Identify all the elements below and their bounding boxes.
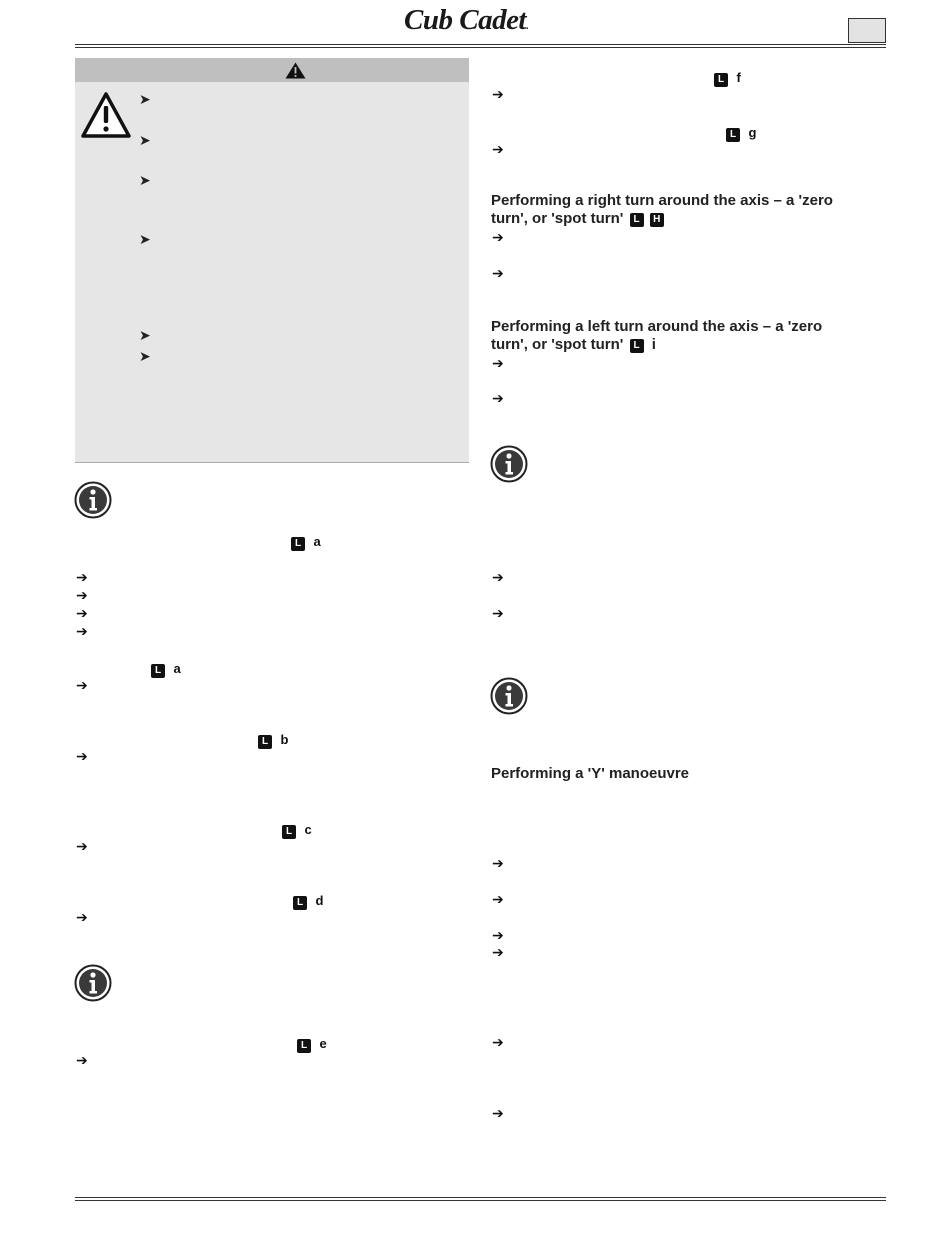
arrow-right-icon: ➔ bbox=[76, 1052, 88, 1068]
chevron-right-icon: ➤ bbox=[139, 91, 151, 107]
heading-right-turn bbox=[491, 192, 891, 228]
heading-line: Performing a right turn around the axis – a 'zero bbox=[491, 192, 833, 209]
figure-badge-l: L bbox=[714, 73, 728, 87]
figure-ref-g bbox=[726, 124, 756, 142]
page-number-box bbox=[848, 18, 886, 43]
arrow-right-icon: ➔ bbox=[76, 838, 88, 854]
chevron-right-icon: ➤ bbox=[139, 348, 151, 364]
figure-badge-l: L bbox=[151, 664, 165, 678]
info-icon bbox=[74, 964, 112, 1002]
figure-ref-a bbox=[151, 660, 181, 678]
figure-ref-letter: g bbox=[748, 125, 757, 140]
arrow-right-icon: ➔ bbox=[492, 569, 504, 585]
chevron-right-icon: ➤ bbox=[139, 172, 151, 188]
arrow-right-icon: ➔ bbox=[492, 927, 504, 943]
figure-badge-h: H bbox=[650, 213, 664, 227]
arrow-right-icon: ➔ bbox=[76, 569, 88, 585]
arrow-right-icon: ➔ bbox=[76, 748, 88, 764]
figure-badge-l: L bbox=[297, 1039, 311, 1053]
header-rule bbox=[75, 44, 886, 45]
figure-ref-d bbox=[293, 892, 323, 910]
figure-ref-letter: i bbox=[651, 336, 656, 353]
warning-triangle-icon bbox=[81, 92, 131, 138]
arrow-right-icon: ➔ bbox=[492, 141, 504, 157]
figure-badge-l: L bbox=[293, 896, 307, 910]
warning-triangle-icon bbox=[285, 62, 306, 79]
figure-ref-f bbox=[714, 69, 741, 87]
arrow-right-icon: ➔ bbox=[76, 605, 88, 621]
chevron-right-icon: ➤ bbox=[139, 327, 151, 343]
figure-badge-l: L bbox=[630, 339, 644, 353]
figure-badge-l: L bbox=[630, 213, 644, 227]
heading-left-turn bbox=[491, 318, 891, 354]
figure-badge-l: L bbox=[258, 735, 272, 749]
arrow-right-icon: ➔ bbox=[492, 390, 504, 406]
figure-badge-l: L bbox=[726, 128, 740, 142]
figure-ref-letter: a bbox=[173, 661, 181, 676]
arrow-right-icon: ➔ bbox=[76, 677, 88, 693]
brand-logo bbox=[404, 4, 528, 37]
heading-line-text: turn', or 'spot turn' bbox=[491, 210, 624, 227]
figure-ref-letter: e bbox=[319, 1036, 327, 1051]
brand-mark: . bbox=[526, 21, 528, 32]
warning-banner-body bbox=[75, 82, 469, 463]
figure-ref-letter: a bbox=[313, 534, 321, 549]
figure-ref-c bbox=[282, 821, 312, 839]
figure-ref-letter: b bbox=[280, 732, 289, 747]
arrow-right-icon: ➔ bbox=[492, 891, 504, 907]
chevron-right-icon: ➤ bbox=[139, 231, 151, 247]
heading-line-text: turn', or 'spot turn' bbox=[491, 336, 624, 353]
chevron-right-icon: ➤ bbox=[139, 132, 151, 148]
arrow-right-icon: ➔ bbox=[76, 623, 88, 639]
header-rule-2 bbox=[75, 47, 886, 48]
info-icon bbox=[74, 481, 112, 519]
heading-line bbox=[491, 210, 891, 228]
warning-banner-header bbox=[75, 58, 469, 82]
info-icon bbox=[490, 445, 528, 483]
arrow-right-icon: ➔ bbox=[492, 855, 504, 871]
heading-line: Performing a left turn around the axis – a 'zero bbox=[491, 318, 823, 335]
figure-ref-b bbox=[258, 731, 288, 749]
figure-ref-e bbox=[297, 1035, 327, 1053]
arrow-right-icon: ➔ bbox=[492, 265, 504, 281]
arrow-right-icon: ➔ bbox=[492, 605, 504, 621]
figure-ref-a bbox=[291, 533, 321, 551]
info-icon bbox=[490, 677, 528, 715]
footer-rule-2 bbox=[75, 1200, 886, 1201]
arrow-right-icon: ➔ bbox=[492, 355, 504, 371]
figure-ref-letter: c bbox=[304, 822, 312, 837]
heading-line bbox=[491, 336, 891, 354]
arrow-right-icon: ➔ bbox=[76, 909, 88, 925]
arrow-right-icon: ➔ bbox=[76, 587, 88, 603]
brand-name: Cub Cadet bbox=[404, 4, 526, 36]
footer-rule bbox=[75, 1197, 886, 1198]
figure-ref-letter: f bbox=[736, 70, 741, 85]
arrow-right-icon: ➔ bbox=[492, 1034, 504, 1050]
arrow-right-icon: ➔ bbox=[492, 229, 504, 245]
arrow-right-icon: ➔ bbox=[492, 1105, 504, 1121]
arrow-right-icon: ➔ bbox=[492, 86, 504, 102]
figure-badge-l: L bbox=[291, 537, 305, 551]
heading-y-manoeuvre: Performing a 'Y' manoeuvre bbox=[491, 765, 690, 782]
figure-ref-letter: d bbox=[315, 893, 324, 908]
figure-badge-l: L bbox=[282, 825, 296, 839]
arrow-right-icon: ➔ bbox=[492, 944, 504, 960]
